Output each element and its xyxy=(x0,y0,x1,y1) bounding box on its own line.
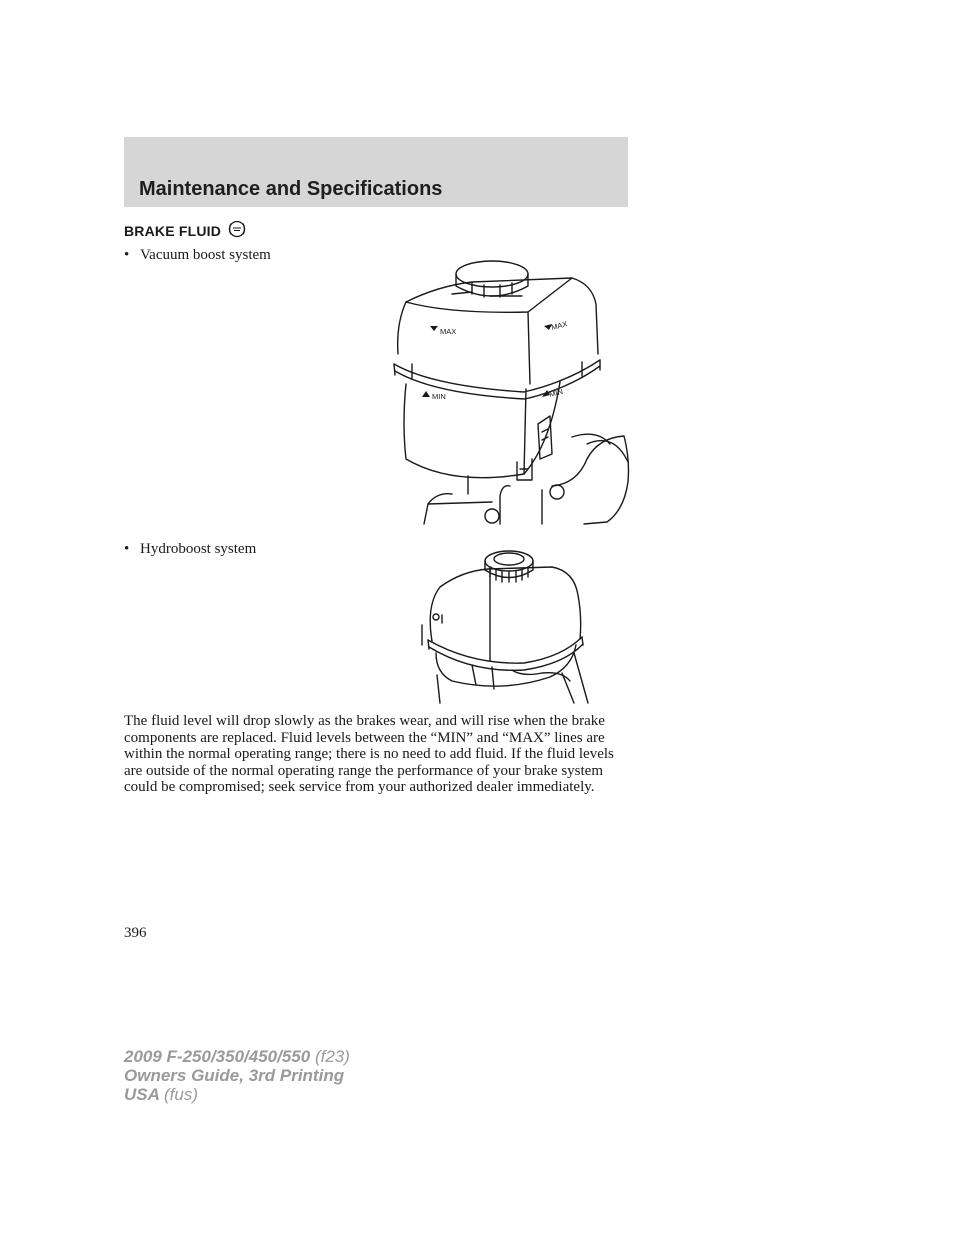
footer-model: 2009 F-250/350/450/550 xyxy=(124,1047,311,1066)
hydroboost-reservoir-illustration xyxy=(412,545,594,705)
brake-fluid-warning-icon xyxy=(227,220,247,241)
footer-model-code: (f23) xyxy=(314,1047,350,1066)
brake-fluid-heading xyxy=(124,220,247,241)
footer-line-2: Owners Guide, 3rd Printing xyxy=(124,1066,345,1085)
bullet-hydroboost xyxy=(124,541,256,558)
bullet-symbol: • xyxy=(124,247,130,263)
max-label-right: MAX xyxy=(550,319,569,332)
brake-fluid-explanation: The fluid level will drop slowly as the brakes wear, and will rise when the brake components are replaced. Fluid levels between the “MIN” and “MAX” lines are within the normal operating range; there is no need to add fluid. If the fluid levels are outside of the normal operating range the performance of your brake system could be compromised; seek service from your authorized dealer immediately. xyxy=(124,713,614,795)
section-header-title: Maintenance and Specifications xyxy=(139,178,443,200)
bullet-text: Hydroboost system xyxy=(140,541,257,557)
document-footer xyxy=(124,1047,350,1104)
min-label-left: MIN xyxy=(432,392,446,401)
bullet-symbol: • xyxy=(124,541,130,557)
footer-line-3 xyxy=(124,1085,350,1104)
section-header-band xyxy=(124,137,628,207)
max-label-left: MAX xyxy=(440,327,457,336)
min-label-right: MIN xyxy=(548,386,564,399)
bullet-vacuum-boost xyxy=(124,247,271,264)
vacuum-boost-reservoir-illustration xyxy=(392,254,632,526)
page-number: 396 xyxy=(124,925,147,941)
footer-line-1 xyxy=(124,1047,350,1066)
brake-fluid-heading-text: BRAKE FLUID xyxy=(124,222,222,239)
footer-market-code: (fus) xyxy=(164,1085,198,1104)
bullet-text: Vacuum boost system xyxy=(140,247,271,263)
footer-market: USA xyxy=(124,1085,160,1104)
